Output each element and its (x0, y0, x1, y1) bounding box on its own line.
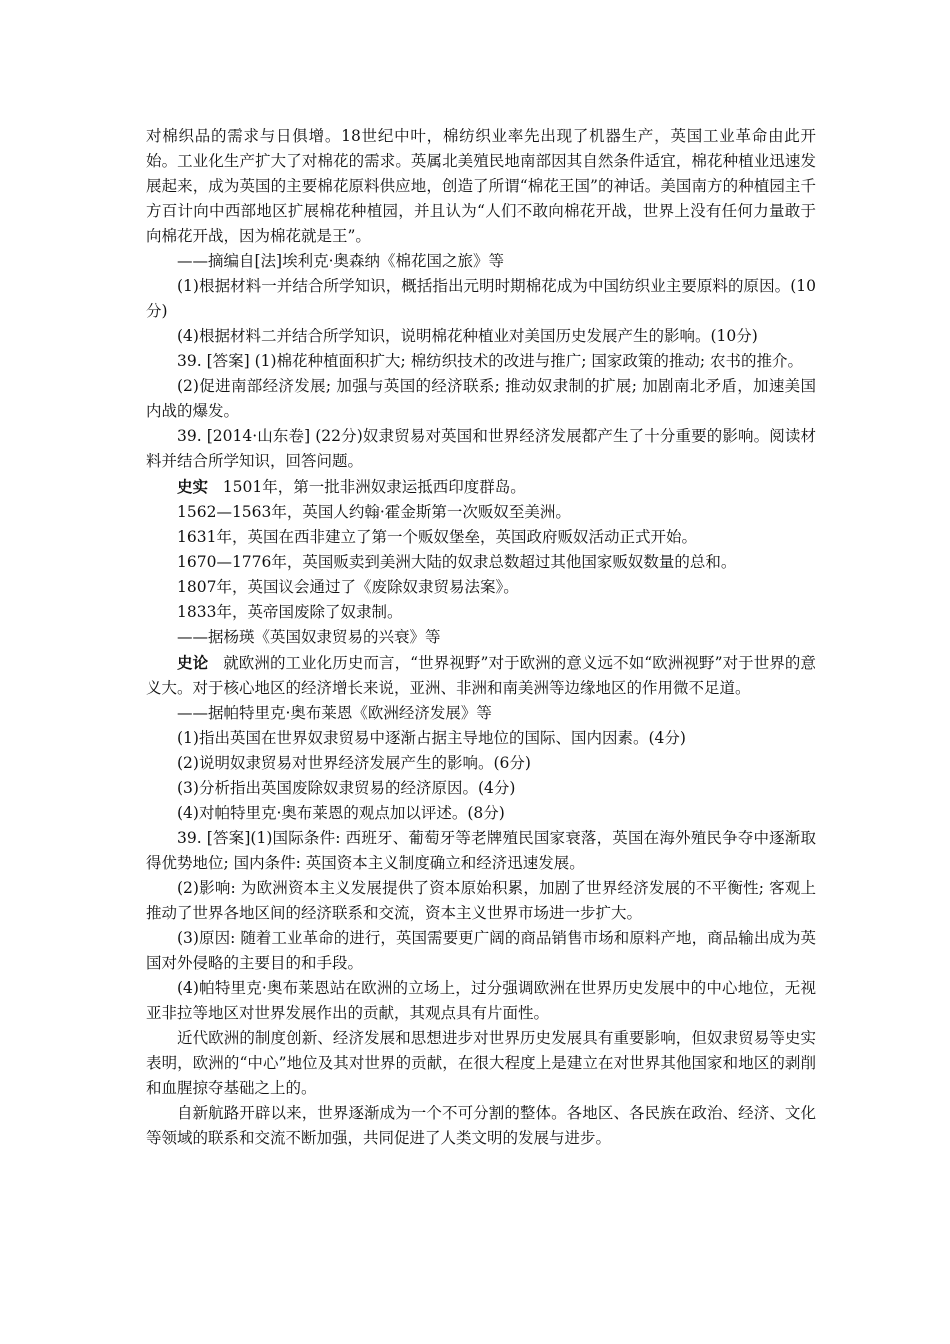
answer-sub-4-continued: 近代欧洲的制度创新、经济发展和思想进步对世界历史发展具有重要影响，但奴隶贸易等史实表明，欧洲的“中心”地位及其对世界的贡献，在很大程度上是建立在对世界其他国家和地区的剥削和血腥掠夺基础之上的。 (146, 1029, 816, 1097)
paragraph-material-two-text: 对棉织品的需求与日俱增。18世纪中叶，棉纺织业率先出现了机器生产，英国工业革命由此开始。工业化生产扩大了对棉花的需求。英属北美殖民地南部因其自然条件适宜，棉花种植业迅速发展起来，成为英国的主要棉花原料供应地，创造了所谓“棉花王国”的神话。美国南方的种植园主千方百计向中西部地区扩展棉花种植园，并且认为“人们不敢向棉花开战，世界上没有任何力量敢于向棉花开战，因为棉花就是王”。 (146, 127, 816, 245)
question-header: 39. [2014·山东卷] (22分)奴隶贸易对英国和世界经济发展都产生了十分重要的影响。阅读材料并结合所学知识，回答问题。 (146, 427, 816, 470)
question-4: (4)根据材料二并结合所学知识，说明棉花种植业对美国历史发展产生的影响。(10分) (177, 327, 758, 345)
sub-question-4: (4)对帕特里克·奥布莱恩的观点加以评述。(8分) (177, 804, 505, 822)
answer-sub-4: (4)帕特里克·奥布莱恩站在欧洲的立场上，过分强调欧洲在世界历史发展中的中心地位，无视亚非拉等地区对世界发展作出的贡献，其观点具有片面性。 (146, 979, 816, 1022)
answer-sub-3: (3)原因: 随着工业革命的进行，英国需要更广阔的商品销售市场和原料产地，商品输出成为英国对外侵略的主要目的和手段。 (146, 929, 816, 972)
sub-question-2: (2)说明奴隶贸易对世界经济发展产生的影响。(6分) (177, 754, 531, 772)
historical-fact-3: 1631年，英国在西非建立了第一个贩奴堡垒，英国政府贩奴活动正式开始。 (177, 528, 697, 546)
historical-view (146, 650, 816, 701)
answer-sub-1: 39. [答案](1)国际条件: 西班牙、葡萄牙等老牌殖民国家衰落，英国在海外殖民争夺中逐渐取得优势地位; 国内条件: 英国资本主义制度确立和经济迅速发展。 (146, 829, 816, 872)
historical-view-text: 就欧洲的工业化历史而言，“世界视野”对于欧洲的意义远不如“欧洲视野”对于世界的意义大。对于核心地区的经济增长来说，亚洲、非洲和南美洲等边缘地区的作用微不足道。 (146, 654, 817, 697)
sub-question-1: (1)指出英国在世界奴隶贸易中逐渐占据主导地位的国际、国内因素。(4分) (177, 729, 686, 747)
answer-2: (2)促进南部经济发展; 加强与英国的经济联系; 推动奴隶制的扩展; 加剧南北矛盾，加速美国内战的爆发。 (146, 377, 816, 420)
source-citation-3: ——据帕特里克·奥布莱恩《欧洲经济发展》等 (177, 704, 492, 722)
source-citation-2: ——据杨瑛《英国奴隶贸易的兴衰》等 (177, 628, 441, 646)
historical-fact-6: 1833年，英帝国废除了奴隶制。 (177, 603, 403, 621)
question-1: (1)根据材料一并结合所学知识，概括指出元明时期棉花成为中国纺织业主要原料的原因。(10分) (146, 277, 816, 320)
conclusion-paragraph: 自新航路开辟以来，世界逐渐成为一个不可分割的整体。各地区、各民族在政治、经济、文化等领域的联系和交流不断加强，共同促进了人类文明的发展与进步。 (146, 1104, 816, 1147)
historical-fact-2: 1562—1563年，英国人约翰·霍金斯第一次贩奴至美洲。 (177, 503, 571, 521)
historical-view-label: 史论 (177, 653, 209, 672)
answer-1: 39. [答案] (1)棉花种植面积扩大; 棉纺织技术的改进与推广; 国家政策的推动; 农书的推介。 (177, 352, 804, 370)
historical-fact-5: 1807年，英国议会通过了《废除奴隶贸易法案》。 (177, 578, 519, 596)
historical-fact-text: 1501年，第一批非洲奴隶运抵西印度群岛。 (222, 478, 526, 496)
historical-fact-1 (146, 474, 816, 500)
document-page (146, 124, 816, 1151)
sub-question-3: (3)分析指出英国废除奴隶贸易的经济原因。(4分) (177, 779, 516, 797)
historical-fact-label: 史实 (177, 477, 209, 496)
historical-fact-4: 1670—1776年，英国贩卖到美洲大陆的奴隶总数超过其他国家贩奴数量的总和。 (177, 553, 737, 571)
answer-sub-2: (2)影响: 为欧洲资本主义发展提供了资本原始积累，加剧了世界经济发展的不平衡性; 客观上推动了世界各地区间的经济联系和交流，资本主义世界市场进一步扩大。 (146, 879, 816, 922)
source-citation: ——摘编自[法]埃利克·奥森纳《棉花国之旅》等 (177, 252, 505, 270)
